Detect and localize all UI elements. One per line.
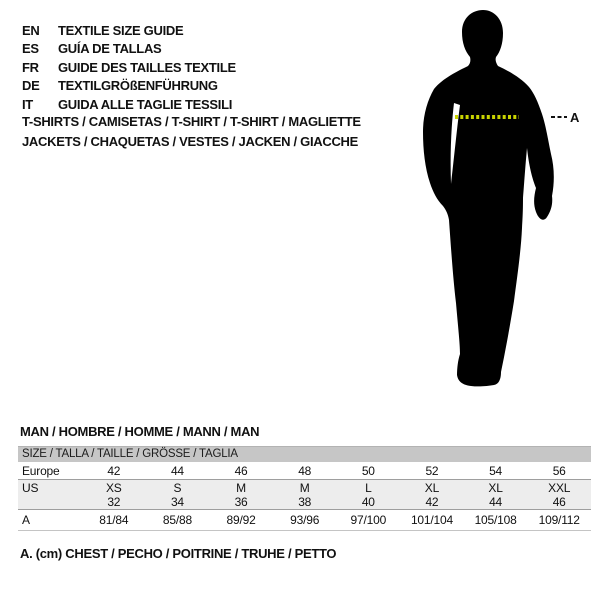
size-table-header: SIZE / TALLA / TAILLE / GRÖSSE / TAGLIA xyxy=(18,447,591,462)
table-cell: XL xyxy=(488,480,503,495)
table-row-europe xyxy=(18,462,591,480)
language-label: TEXTILE SIZE GUIDE xyxy=(58,23,184,38)
category-tshirts: T-SHIRTS / CAMISETAS / T-SHIRT / T-SHIRT / MAGLIETTE xyxy=(22,114,361,129)
table-cell: S xyxy=(173,480,182,495)
table-row-chest-a xyxy=(18,510,591,531)
measurement-footnote: A. (cm) CHEST / PECHO / POITRINE / TRUHE / PETTO xyxy=(20,546,337,561)
man-figure xyxy=(415,8,580,390)
language-code: ES xyxy=(22,41,39,57)
table-cell: 34 xyxy=(170,495,184,509)
table-cell: M xyxy=(236,480,246,495)
table-cell: 32 xyxy=(107,495,121,509)
table-cell: 89/92 xyxy=(226,513,256,527)
table-cell: 97/100 xyxy=(350,513,387,527)
row-label: Europe xyxy=(22,463,60,478)
table-cell: 46 xyxy=(234,463,248,478)
row-label: US xyxy=(22,480,39,495)
table-cell: 109/112 xyxy=(538,513,580,527)
table-cell: 46 xyxy=(552,495,566,509)
table-cell: 36 xyxy=(234,495,248,509)
table-cell: XXL xyxy=(548,480,571,495)
size-table xyxy=(18,446,591,531)
table-cell: 42 xyxy=(425,495,439,509)
table-cell: XS xyxy=(106,480,122,495)
table-cell: XL xyxy=(424,480,440,495)
category-jackets: JACKETS / CHAQUETAS / VESTES / JACKEN / GIACCHE xyxy=(22,133,358,149)
language-code: EN xyxy=(22,23,40,38)
table-cell: 56 xyxy=(552,463,566,478)
table-cell: 44 xyxy=(489,495,503,509)
language-row xyxy=(22,22,236,40)
table-cell: 48 xyxy=(298,463,312,478)
language-list xyxy=(22,22,236,114)
table-cell: 40 xyxy=(361,495,375,509)
measure-label-a: A xyxy=(570,110,580,125)
language-label: GUIDE DES TAILLES TEXTILE xyxy=(58,59,236,75)
table-cell: 81/84 xyxy=(99,513,129,527)
man-silhouette xyxy=(415,8,580,390)
table-cell: 44 xyxy=(170,463,184,478)
language-label: GUÍA DE TALLAS xyxy=(58,41,162,57)
table-cell: L xyxy=(365,480,372,495)
table-cell: 105/108 xyxy=(474,513,517,527)
table-cell: 52 xyxy=(425,463,439,478)
man-silhouette-shape xyxy=(423,10,554,386)
language-code: FR xyxy=(22,59,39,75)
table-cell: 54 xyxy=(489,463,503,478)
row-label: A xyxy=(22,513,30,527)
table-cell: 38 xyxy=(298,495,312,509)
table-cell: 101/104 xyxy=(410,513,453,527)
language-label: GUIDA ALLE TAGLIE TESSILI xyxy=(58,96,233,112)
garment-categories xyxy=(22,112,361,151)
language-code: DE xyxy=(22,78,40,94)
table-row-numeric-us xyxy=(18,495,591,510)
language-row xyxy=(22,59,236,77)
language-row xyxy=(22,40,236,58)
language-code: IT xyxy=(22,96,33,112)
table-cell: 93/96 xyxy=(290,513,320,527)
table-cell: 85/88 xyxy=(162,513,192,527)
table-cell: 42 xyxy=(107,463,121,478)
table-cell: M xyxy=(299,480,310,495)
table-row-us xyxy=(18,480,591,495)
table-cell: 50 xyxy=(361,463,375,478)
language-row xyxy=(22,77,236,95)
section-title-man: MAN / HOMBRE / HOMME / MANN / MAN xyxy=(20,424,260,439)
language-label: TEXTILGRÖßENFÜHRUNG xyxy=(58,78,218,94)
